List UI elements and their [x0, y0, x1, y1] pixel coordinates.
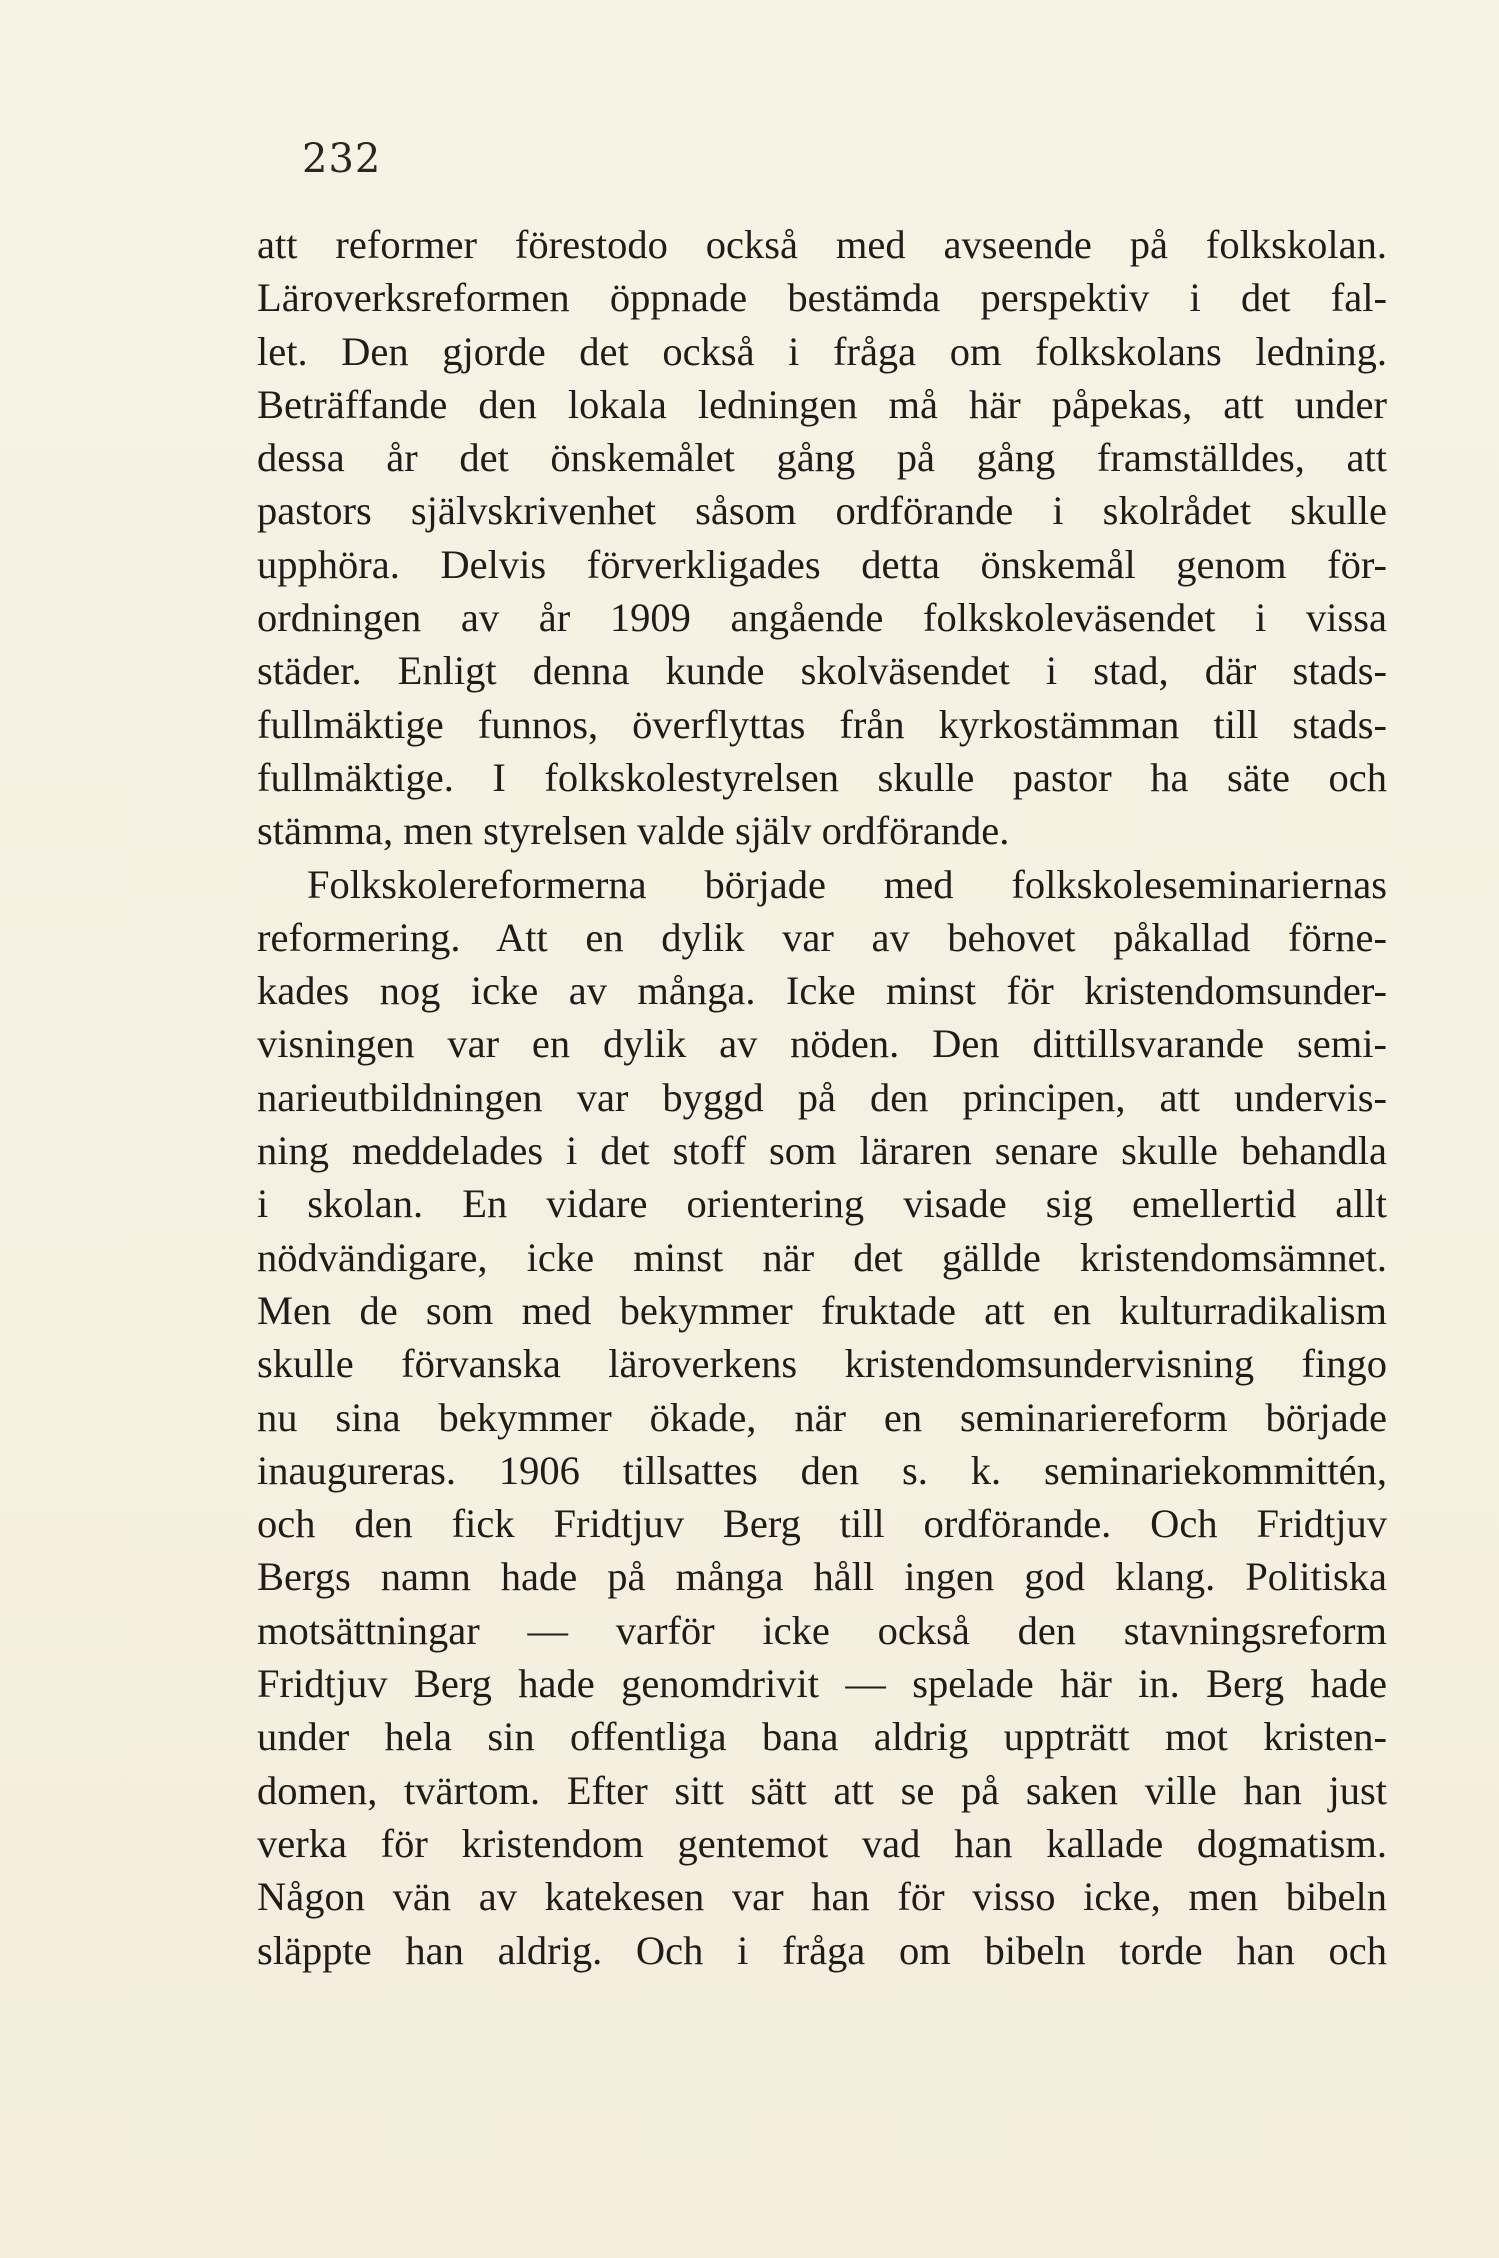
text-line: under hela sin offentliga bana aldrig uppträtt mot kristen- — [257, 1714, 1387, 1760]
body-text — [257, 218, 1387, 1977]
text-line: Någon vän av katekesen var han för visso icke, men bibeln — [257, 1874, 1387, 1920]
text-line: ordningen av år 1909 angående folkskoleväsendet i vissa — [257, 595, 1387, 641]
text-line: let. Den gjorde det också i fråga om folkskolans ledning. — [257, 328, 1387, 374]
page-number: 232 — [302, 136, 382, 182]
text-line: upphöra. Delvis förverkligades detta önskemål genom för- — [257, 541, 1387, 587]
text-line: i skolan. En vidare orientering visade sig emellertid allt — [257, 1181, 1387, 1227]
text-line: Fridtjuv Berg hade genomdrivit — spelade här in. Berg hade — [257, 1661, 1387, 1707]
paragraph-1 — [257, 218, 1387, 858]
text-line: kades nog icke av många. Icke minst för kristendomsunder- — [257, 968, 1387, 1014]
text-line: stämma, men styrelsen valde själv ordförande. — [257, 808, 1010, 854]
text-line: Bergs namn hade på många håll ingen god klang. Politiska — [257, 1554, 1387, 1600]
text-line: Folkskolereformerna började med folkskoleseminariernas — [307, 861, 1387, 907]
text-line: Beträffande den lokala ledningen må här påpekas, att under — [257, 381, 1387, 427]
text-line: skulle förvanska läroverkens kristendomsundervisning fingo — [257, 1341, 1387, 1387]
text-line: städer. Enligt denna kunde skolväsendet i stad, där stads- — [257, 648, 1387, 694]
text-line: motsättningar — varför icke också den stavningsreform — [257, 1607, 1387, 1653]
paragraph-2 — [257, 858, 1387, 1977]
text-line: pastors självskrivenhet såsom ordförande i skolrådet skulle — [257, 488, 1387, 534]
text-line: att reformer förestodo också med avseende på folkskolan. — [257, 222, 1387, 267]
text-line: ning meddelades i det stoff som läraren senare skulle behandla — [257, 1128, 1387, 1174]
text-line: Läroverksreformen öppnade bestämda perspektiv i det fal- — [257, 275, 1387, 321]
text-line: verka för kristendom gentemot vad han kallade dogmatism. — [257, 1820, 1387, 1866]
text-line: reformering. Att en dylik var av behovet påkallad förne- — [257, 914, 1387, 960]
text-line: domen, tvärtom. Efter sitt sätt att se på saken ville han just — [257, 1767, 1387, 1813]
text-line: visningen var en dylik av nöden. Den dittillsvarande semi- — [257, 1021, 1387, 1067]
text-line: släppte han aldrig. Och i fråga om bibeln torde han och — [257, 1927, 1387, 1973]
text-line: nu sina bekymmer ökade, när en seminariereform började — [257, 1394, 1387, 1440]
text-line: fullmäktige. I folkskolestyrelsen skulle pastor ha säte och — [257, 754, 1387, 800]
text-line: och den fick Fridtjuv Berg till ordförande. Och Fridtjuv — [257, 1501, 1387, 1547]
text-line: dessa år det önskemålet gång på gång framställdes, att — [257, 435, 1387, 481]
text-line: inaugureras. 1906 tillsattes den s. k. seminariekommittén, — [257, 1447, 1387, 1493]
text-line: Men de som med bekymmer fruktade att en kulturradikalism — [257, 1287, 1387, 1333]
text-line: fullmäktige funnos, överflyttas från kyrkostämman till stads- — [257, 701, 1387, 747]
text-line: narieutbildningen var byggd på den principen, att undervis- — [257, 1074, 1387, 1120]
text-line: nödvändigare, icke minst när det gällde kristendomsämnet. — [257, 1234, 1387, 1280]
